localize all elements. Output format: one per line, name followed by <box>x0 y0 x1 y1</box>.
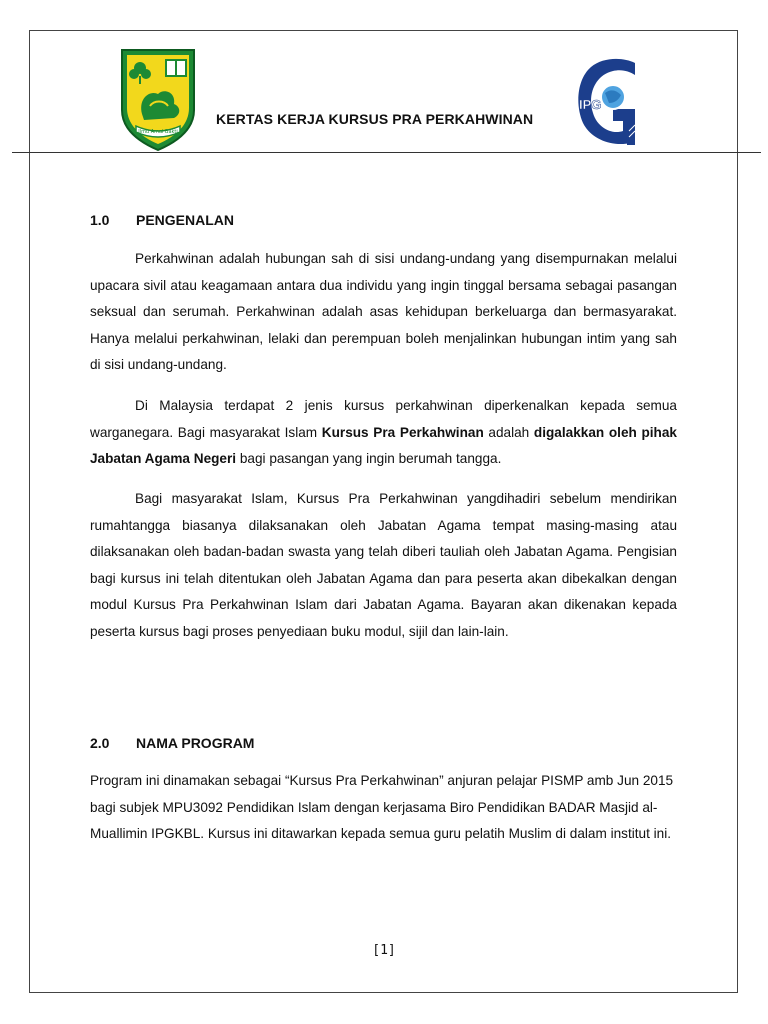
section-heading-nama-program <box>90 735 254 751</box>
paragraph-text: Bagi masyarakat Islam, Kursus Pra Perkahwinan yangdihadiri sebelum mendirikan rumahtangga biasanya dilaksanakan oleh Jabatan Agama tempat masing-masing atau dilaksanakan oleh badan-badan swasta yang telah diberi tauliah oleh Jabatan Agama. Pengisian bagi kursus ini telah ditentukan oleh Jabatan Agama dan para peserta akan dibekalkan dengan modul Kursus Pra Perkahwinan Islam dari Jabatan Agama. Bayaran akan dikenakan kepada peserta kursus bagi proses penyediaan buku modul, sijil dan lain-lain. <box>90 491 677 639</box>
ipg-logo-text: IPG <box>579 97 602 112</box>
section-number: 2.0 <box>90 735 110 751</box>
document-title: KERTAS KERJA KURSUS PRA PERKAHWINAN <box>216 111 534 127</box>
paragraph-text: Di Malaysia terdapat 2 jenis kursus perkahwinan diperkenalkan kepada semua warganegara. Bagi masyarakat Islam <box>90 398 677 440</box>
crest-motto: Ilmu Amal Bakti <box>138 129 178 135</box>
paragraph-text: adalah <box>483 424 534 440</box>
paragraph-text: Program ini dinamakan sebagai “Kursus Pra Perkahwinan” anjuran pelajar PISMP amb Jun 2015 bagi subjek MPU3092 Pendidikan Islam dengan kerjasama Biro Pendidikan BADAR Masjid al-Muallimin IPGKBL. Kursus ini ditawarkan kepada semua guru pelatih Muslim di dalam institut ini. <box>90 773 674 841</box>
paragraph-text: Perkahwinan adalah hubungan sah di sisi undang-undang yang disempurnakan melalui upacara sivil atau keagamaan antara dua individu yang ingin tinggal bersama sebagai pasangan seksual dan serumah. Perkahwinan adalah asas kehidupan berkeluarga dan bermasyarakat. Hanya melalui perkahwinan, lelaki dan perempuan boleh menjalinkan hubungan intim yang sah di sisi undang-undang. <box>90 251 677 372</box>
paragraph-pengenalan-2 <box>90 393 677 473</box>
section-title: NAMA PROGRAM <box>136 735 255 751</box>
page-number: [1] <box>372 943 396 958</box>
ipg-logo <box>573 57 643 149</box>
paragraph-pengenalan-1 <box>90 246 677 379</box>
paragraph-pengenalan-3 <box>90 486 677 645</box>
section-title: PENGENALAN <box>136 212 235 228</box>
header-divider <box>12 152 761 153</box>
section-heading-pengenalan <box>90 212 234 228</box>
bold-text: digalakkan oleh pihak Jabatan Agama Negeri <box>90 424 677 466</box>
paragraph-text: bagi pasangan yang ingin berumah tangga. <box>236 451 502 466</box>
paragraph-nama-program <box>90 768 677 848</box>
bold-text: Kursus Pra Perkahwinan <box>321 424 484 440</box>
section-number: 1.0 <box>90 212 110 228</box>
institution-crest-logo <box>120 48 196 152</box>
